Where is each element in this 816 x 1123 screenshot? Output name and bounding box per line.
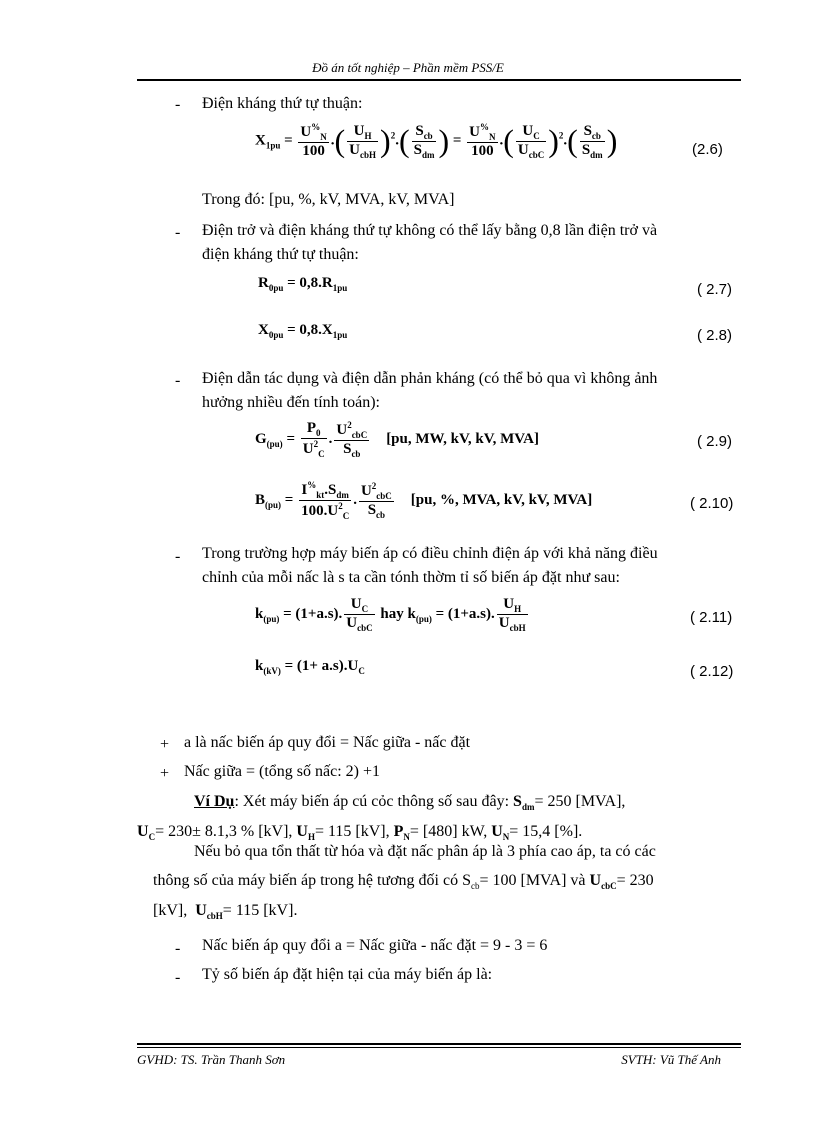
text-b1: a là nấc biến áp quy đổi = Nấc giữa - nấc đặt <box>184 734 471 751</box>
bullet-dash: - <box>175 969 181 986</box>
bullet-plus: + <box>160 736 170 753</box>
footer-advisor: GVHD: TS. Trần Thanh Sơn <box>137 1052 286 1067</box>
equation-2-8: $X_{0pu} = 0,8.X_{1pu}$ <box>258 322 348 340</box>
text-p6-line2: thông số của máy biến áp trong hệ tương đối có $S_{cb}= 100$ [MVA] và $U_{cbC}= 230$ <box>153 872 654 892</box>
text-p5-line2: chỉnh của mỗi nấc là s ta cần tónh thờm tỉ số biến áp đặt như sau: <box>202 569 620 586</box>
example-intro: : Xét máy biến áp cú cỏc thông số sau đây: <box>234 793 510 810</box>
text-p5-line1: Trong trường hợp máy biến áp có điều chỉnh điện áp với khả năng điều <box>202 545 658 562</box>
equation-2-10: $B_{(pu)}$ = $\frac{I^{\%}_{kt}.S_{dm}}{100.U^2_C}$ . $\frac{U^2_{cbC}}{S_{cb}}$ [pu, %, MVA, kV, kV, MVA] <box>255 480 593 521</box>
text-p6-line3: [kV], $U_{cbH}= 115$ [kV]. <box>153 902 298 922</box>
text-p4-line2: hưởng nhiều đến tính toán): <box>202 394 380 411</box>
header-rule <box>137 79 741 81</box>
bullet-dash: - <box>175 372 181 389</box>
bullet-dash: - <box>175 224 181 241</box>
eq210-units: [pu, %, MVA, kV, kV, MVA] <box>410 491 593 508</box>
text-p7: Nấc biến áp quy đổi a = Nấc giữa - nấc đặt = 9 - 3 = 6 <box>202 937 548 954</box>
example-line2: $U_C= 230\pm 8.1,3$ % [kV], $U_H= 115$ [kV], $P_N= [480]$ kW, $U_N= 15,4$ [%]. <box>137 823 583 843</box>
equation-2-12: $k_{(kV)} = (1+ a.s).U_C$ <box>255 658 365 676</box>
eq-number-2-6: (2.6) <box>692 141 723 158</box>
example-uh: = 115 [kV], <box>314 823 390 840</box>
example-un: = 15,4 [%]. <box>509 823 583 840</box>
equation-2-6: $X_{1pu}$ = $\frac{U^{\%}_N}{100}$ .( $\frac{U_H}{U_{cbH}}$ )$^2$.( $\frac{S_{cb}}{S_{dm}}$ ) = $\frac{U^{\%}_N}{100}$ .( $\frac{U_C}{U_{cbC}}$ )$^2$.( $\frac{S_{cb}}{S_{dm}}$ ) <box>255 122 618 160</box>
text-p6-line1: Nếu bỏ qua tổn thất từ hóa và đặt nấc phân áp là 3 phía cao áp, ta có các <box>194 843 656 860</box>
example-sdm: = 250 [MVA], <box>534 793 626 810</box>
footer-student: SVTH: Vũ Thế Anh <box>621 1052 721 1067</box>
example-uc: = 230± 8.1,3 % [kV], <box>155 823 293 840</box>
eq-number-2-10: ( 2.10) <box>690 495 734 512</box>
bullet-dash: - <box>175 96 181 113</box>
bullet-plus: + <box>160 765 170 782</box>
example-label: Ví Dụ <box>194 793 235 810</box>
page-header: Đồ án tốt nghiệp – Phần mềm PSS/E <box>312 60 504 75</box>
text-p8: Tỷ số biến áp đặt hiện tại của máy biến áp là: <box>202 966 493 983</box>
equation-2-9: $G_{(pu)}$ = $\frac{P_0}{U^2_C}$ . $\frac{U^2_{cbC}}{S_{cb}}$ [pu, MW, kV, kV, MVA] <box>255 420 540 459</box>
text-p3-line1: Điện trở và điện kháng thứ tự không có thể lấy bằng 0,8 lần điện trở và <box>202 222 658 239</box>
text-b2: Nấc giữa = (tổng số nấc: 2) +1 <box>184 763 380 780</box>
eq211-hay: hay <box>380 605 404 622</box>
equation-2-11: $k_{(pu)} = (1+a.s)$. $\frac{U_C}{U_{cbC}}$ hay $k_{(pu)} = (1+a.s)$. $\frac{U_H}{U_{cbH}}$ <box>255 596 526 633</box>
footer-rule-thin <box>137 1047 741 1048</box>
example-line1: Ví Dụ: Xét máy biến áp cú cỏc thông số sau đây: $S_{dm}= 250$ [MVA], <box>194 793 626 813</box>
example-pn: = [480] kW, <box>409 823 488 840</box>
eq-number-2-9: ( 2.9) <box>697 433 733 450</box>
eq-number-2-7: ( 2.7) <box>697 281 733 298</box>
equation-2-7: $R_{0pu} = 0,8.R_{1pu}$ <box>258 275 348 293</box>
bullet-dash: - <box>175 548 181 565</box>
eq-number-2-11: ( 2.11) <box>690 609 733 626</box>
bullet-dash: - <box>175 940 181 957</box>
text-p4-line1: Điện dẫn tác dụng và điện dẫn phản kháng (có thể bỏ qua vì không ảnh <box>202 370 658 387</box>
text-p3-line2: điện kháng thứ tự thuận: <box>202 246 359 263</box>
text-p1: Điện kháng thứ tự thuận: <box>202 95 363 112</box>
footer-rule <box>137 1043 741 1045</box>
eq-number-2-12: ( 2.12) <box>690 663 734 680</box>
text-p2: Trong đó: [pu, %, kV, MVA, kV, MVA] <box>202 191 455 208</box>
eq29-units: [pu, MW, kV, kV, MVA] <box>386 430 540 447</box>
eq-number-2-8: ( 2.8) <box>697 327 733 344</box>
